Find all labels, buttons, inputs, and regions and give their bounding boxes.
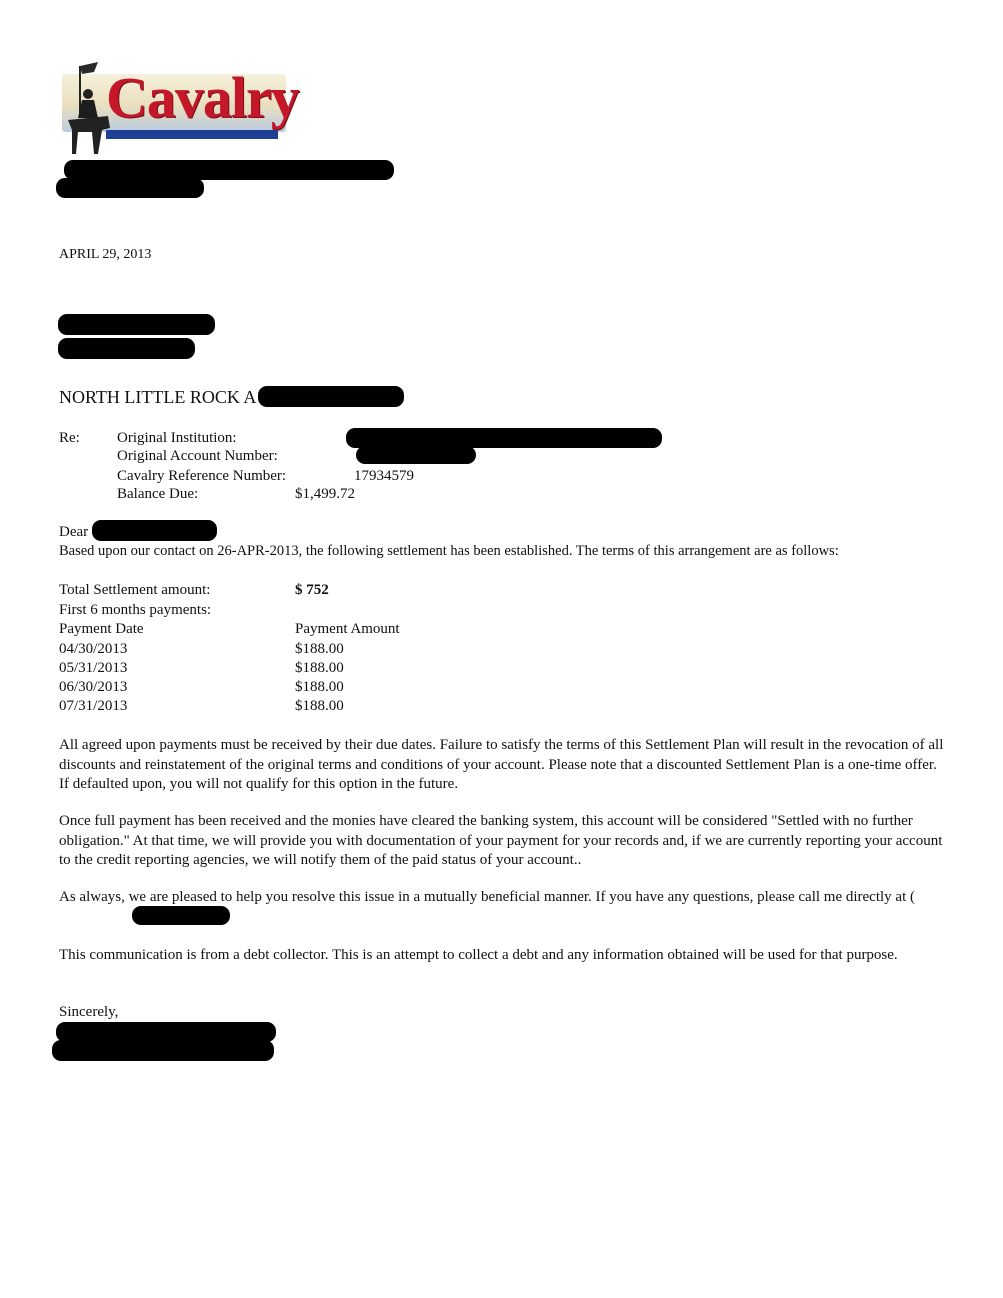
balance-label: Balance Due: <box>117 486 199 502</box>
payment-amount: $188.00 <box>295 641 344 657</box>
payment-amount: $188.00 <box>295 698 344 714</box>
settled-paragraph: Once full payment has been received and the monies have cleared the banking system, this account will be considered "Settled with no further obligation." At that time, we will provide you with documentation of your payment for your records and, if we are currently reporting your account to the credit reporting agencies, we will notify them of the paid status of your account.. <box>59 813 943 868</box>
logo-wordmark: Cavalry <box>106 65 299 130</box>
contact-paragraph: As always, we are pleased to help you resolve this issue in a mutually beneficial manner. If you have any questions, please call me directly at ( <box>59 889 915 905</box>
original-institution-label: Original Institution: <box>117 430 237 446</box>
debt-collector-notice: This communication is from a debt collector. This is an attempt to collect a debt and any information obtained will be used for that purpose. <box>59 947 898 963</box>
payment-amount-header: Payment Amount <box>295 621 400 637</box>
re-label: Re: <box>59 430 80 446</box>
total-settlement-label: Total Settlement amount: <box>59 582 211 598</box>
letter-date: APRIL 29, 2013 <box>59 247 152 262</box>
cavalry-logo <box>58 58 299 156</box>
payment-date: 05/31/2013 <box>59 660 128 676</box>
intro-sentence: Based upon our contact on 26-APR-2013, the following settlement has been established. The terms of this arrangement are as follows: <box>59 543 839 559</box>
payment-amount: $188.00 <box>295 679 344 695</box>
redacted-sender-line-1 <box>64 160 394 180</box>
redacted-recipient-line-2 <box>58 338 195 359</box>
reference-label: Cavalry Reference Number: <box>117 468 287 484</box>
redacted-recipient-line-1 <box>58 314 215 335</box>
redacted-signature-line-2 <box>52 1040 274 1061</box>
reference-value: 17934579 <box>354 468 414 484</box>
original-account-label: Original Account Number: <box>117 448 278 464</box>
redacted-phone-number <box>132 906 230 925</box>
recipient-city-line: NORTH LITTLE ROCK A <box>59 387 257 407</box>
redacted-signature-line-1 <box>56 1022 276 1042</box>
redacted-sender-line-2 <box>56 178 204 198</box>
redacted-recipient-name <box>92 520 217 541</box>
balance-value: $1,499.72 <box>295 486 355 502</box>
payment-date: 04/30/2013 <box>59 641 128 657</box>
closing: Sincerely, <box>59 1004 119 1020</box>
redacted-original-account <box>356 446 476 464</box>
salutation: Dear <box>59 524 89 540</box>
payment-date: 06/30/2013 <box>59 679 128 695</box>
redacted-city-remainder <box>258 386 404 407</box>
payment-date: 07/31/2013 <box>59 698 128 714</box>
payment-date-header: Payment Date <box>59 621 144 637</box>
payment-amount: $188.00 <box>295 660 344 676</box>
first-months-label: First 6 months payments: <box>59 602 212 618</box>
total-settlement-value: $ 752 <box>295 582 329 598</box>
logo-stripe <box>106 130 278 139</box>
terms-paragraph: All agreed upon payments must be received by their due dates. Failure to satisfy the terms of this Settlement Plan will result in the revocation of all discounts and reinstatement of the original terms and conditions of your account. Please note that a discounted Settlement Plan is a one-time offer. If defaulted upon, you will not qualify for this option in the future. <box>59 737 944 792</box>
redacted-original-institution <box>346 428 662 448</box>
